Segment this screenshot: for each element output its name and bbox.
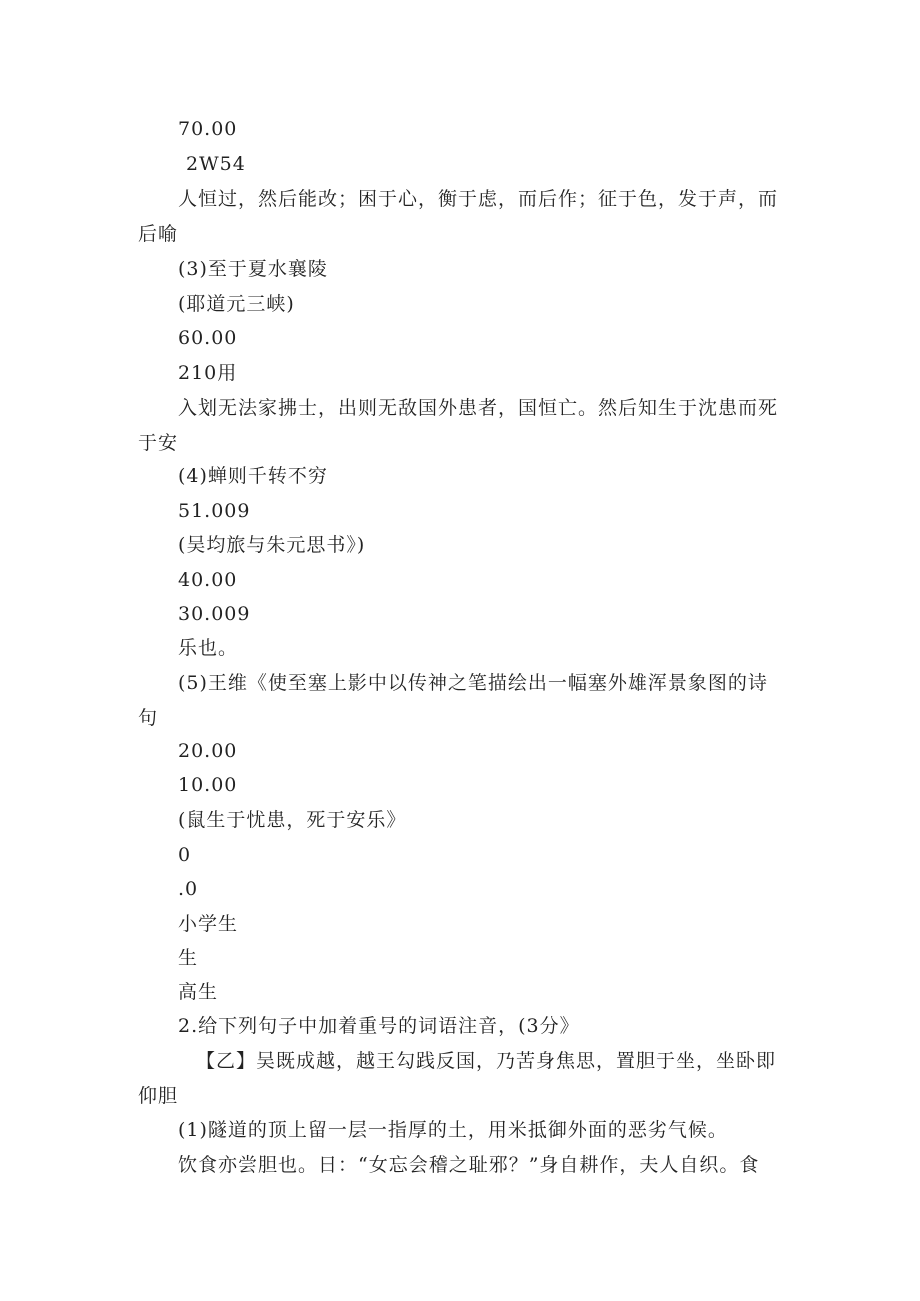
text-line: 人恒过，然后能改；困于心，衡于虑，而后作；征于色，发于声，而 <box>178 188 779 210</box>
text-line: 句 <box>138 707 159 729</box>
chart-tick-20: 20.00 <box>178 740 238 762</box>
chart-tick-30: 30.009 <box>178 603 251 625</box>
question-item-3: (3)至于夏水襄陵 <box>178 258 328 280</box>
chart-code-label: 2W54 <box>186 153 246 175</box>
text-line: 后喻 <box>138 223 179 245</box>
text-line: 乐也。 <box>178 637 239 659</box>
text-line: (吴均旅与朱元思书》) <box>178 534 366 556</box>
chart-tick-10: 10.00 <box>178 774 238 796</box>
sub-question-1: (1)隧道的顶上留一层一指厚的土，用米抵御外面的恶劣气候。 <box>178 1119 728 1141</box>
chart-tick-40: 40.00 <box>178 569 238 591</box>
text-line: (鼠生于忧患，死于安乐》 <box>178 809 407 831</box>
chart-tick-60: 60.00 <box>178 327 238 349</box>
chart-category-label: 高生 <box>178 981 219 1003</box>
chart-tick-51: 51.009 <box>178 500 251 522</box>
passage-yi-line: 饮食亦尝胆也。日：“女忘会稽之耻邪？”身自耕作，夫人自织。食 <box>178 1154 760 1176</box>
text-line: 210用 <box>178 362 238 384</box>
passage-yi-line: 【乙】吴既成越，越王勾践反国，乃苦身焦思，置胆于坐，坐卧即 <box>196 1050 777 1072</box>
chart-category-label: 生 <box>178 947 199 969</box>
chart-category-label: 小学生 <box>178 913 239 935</box>
chart-tick-70: 70.00 <box>178 118 238 140</box>
text-line: 入划无法家拂士，出则无敌国外患者，国恒亡。然后知生于沈患而死 <box>178 397 779 419</box>
passage-yi-line: 仰胆 <box>138 1085 179 1107</box>
question-item-5: (5)王维《使至塞上影中以传神之笔描绘出一幅塞外雄浑景象图的诗 <box>178 672 768 694</box>
question-item-4: (4)蝉则千转不穷 <box>178 465 328 487</box>
question-2-heading: 2.给下列句子中加着重号的词语注音，(3分》 <box>178 1015 580 1037</box>
text-line: 于安 <box>138 432 179 454</box>
text-line: (耶道元三峡) <box>178 293 295 315</box>
chart-tick-dot-0: .0 <box>178 878 199 900</box>
chart-tick-0: 0 <box>178 844 192 866</box>
